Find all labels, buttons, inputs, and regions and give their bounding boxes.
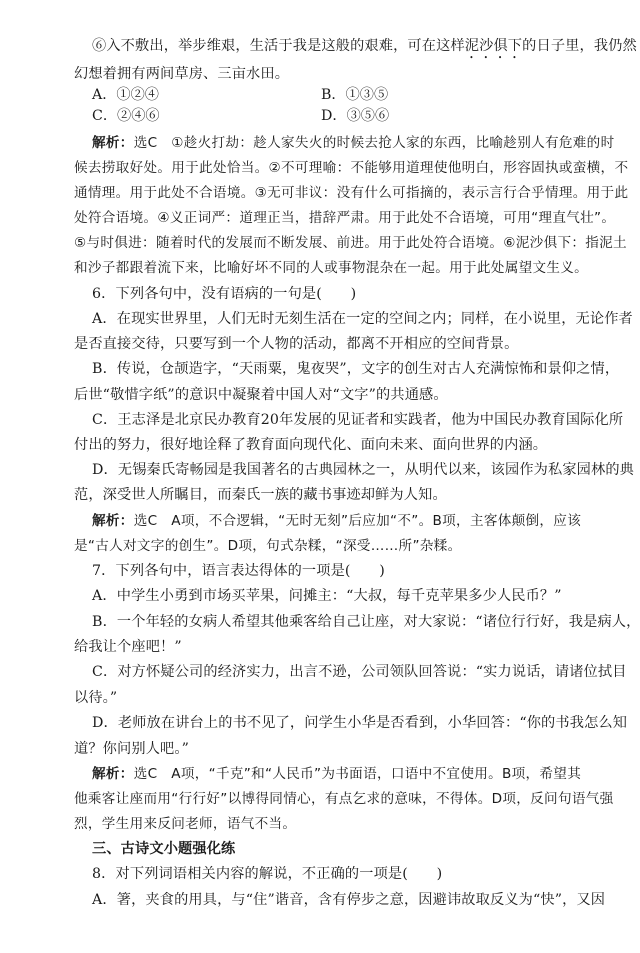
section-heading: 三、古诗文小题强化练: [92, 841, 236, 857]
analysis5-line6: 和沙子都跟着流下来，比喻好坏不同的人或事物混杂在一起。用于此处属望文生义。: [74, 260, 589, 276]
q7-option-b-line2: 给我让个座吧！”: [74, 639, 182, 655]
q7-option-c-line1: C．对方怀疑公司的经济实力，出言不逊，公司领队回答说：“实力说话，请诸位拭目: [92, 664, 627, 680]
item6-dotted-phrase: 泥沙俱下: [464, 38, 523, 54]
q6-option-d-line2: 范，深受世人所瞩目，而秦氏一族的藏书事迹却鲜为人知。: [74, 487, 447, 503]
q6-option-a-line2: 是否直接交待，只要写到一个人物的活动，都离不开相应的空间背景。: [74, 336, 519, 352]
q6-option-d-line1: D．无锡秦氏寄畅园是我国著名的古典园林之一，从明代以来，该园作为私家园林的典: [92, 462, 635, 478]
analysis7-line1: 解析：选C A项，“千克”和“人民币”为书面语，口语中不宜使用。B项，希望其: [92, 766, 582, 782]
analysis6-line2: 是“古人对文字的创生”。D项，句式杂糅，“深受……所”杂糅。: [74, 538, 462, 554]
q7-stem: 7．下列各句中，语言表达得体的一项是( ): [92, 563, 385, 579]
q6-option-a-line1: A．在现实世界里，人们无时无刻生活在一定的空间之内；同样，在小说里，无论作者: [92, 311, 633, 327]
analysis7-line3: 烈，学生用来反问老师，语气不当。: [74, 816, 297, 832]
analysis6-line1: 解析：选C A项，不合逻辑，“无时无刻”后应加“不”。B项，主客体颠倒，应该: [92, 513, 582, 529]
item6-line1: [92, 36, 637, 62]
q8-option-a-line1: A．箸，夹食的用具，与“住”谐音，含有停步之意，因避讳故取反义为“快”，又因: [92, 892, 606, 908]
item6-text-b: 的日子里，我仍然: [522, 38, 637, 54]
q7-option-d-line2: 道？你问别人吧。”: [74, 741, 190, 757]
item6-line2: 幻想着拥有两间草房、三亩水田。: [74, 66, 290, 82]
q5-choice-b: B．①③⑤: [321, 87, 389, 103]
analysis7-label: 解析：: [92, 766, 134, 782]
analysis5-line2: 候去捞取好处。用于此处恰当。②不可理喻：不能够用道理使他明白，形容固执或蛮横，不: [74, 160, 629, 176]
analysis5-label: 解析：: [92, 135, 134, 151]
q6-stem: 6．下列各句中，没有语病的一句是( ): [92, 286, 357, 302]
analysis7-line2: 他乘客让座而用“行行好”以博得同情心，有点乞求的意味，不得体。D项，反问句语气强: [74, 791, 614, 807]
q7-option-c-line2: 以待。”: [74, 690, 118, 706]
q6-option-c-line2: 付出的努力，很好地诠释了教育面向现代化、面向未来、面向世界的内涵。: [74, 437, 548, 453]
q6-option-b-line2: 后世“敬惜字纸”的意识中凝聚着中国人对“文字”的共通感。: [74, 387, 448, 403]
item6-text-a: ⑥入不敷出，举步维艰，生活于我是这般的艰难，可在这样: [92, 38, 465, 54]
q8-stem: 8．对下列词语相关内容的解说，不正确的一项是( ): [92, 866, 443, 882]
q7-option-a: A．中学生小勇到市场买苹果，问摊主：“大叔，每千克苹果多少人民币？”: [92, 588, 562, 604]
q5-choice-c: C．②④⑥: [92, 108, 160, 124]
analysis5-line5: ⑤与时俱进：随着时代的发展而不断发展、前进。用于此处符合语境。⑥泥沙俱下：指泥土: [74, 235, 627, 251]
q5-choice-a: A．①②④: [92, 87, 159, 103]
analysis6-label: 解析：: [92, 513, 134, 529]
q6-option-b-line1: B．传说，仓颉造字，“天雨粟，鬼夜哭”，文字的创生对古人充满惊怖和景仰之情，: [92, 361, 620, 377]
q7-option-b-line1: B．一个年轻的女病人希望其他乘客给自己让座，对大家说：“诸位行行好，我是病人，: [92, 614, 640, 630]
q6-option-c-line1: C．王志泽是北京民办教育20年发展的见证者和实践者，他为中国民办教育国际化所: [92, 412, 624, 428]
analysis5-line4: 处符合语境。④义正词严：道理正当，措辞严肃。用于此处不合语境，可用“理直气壮”。: [74, 210, 616, 226]
q5-choice-d: D．③⑤⑥: [321, 108, 390, 124]
analysis5-line3: 通情理。用于此处不合语境。③无可非议：没有什么可指摘的，表示言行合乎情理。用于此: [74, 185, 629, 201]
q7-option-d-line1: D．老师放在讲台上的书不见了，问学生小华是否看到，小华回答：“你的书我怎么知: [92, 715, 628, 731]
analysis5-line1: 解析：选C ①趁火打劫：趁人家失火的时候去抢人家的东西，比喻趁别人有危难的时: [92, 135, 615, 151]
